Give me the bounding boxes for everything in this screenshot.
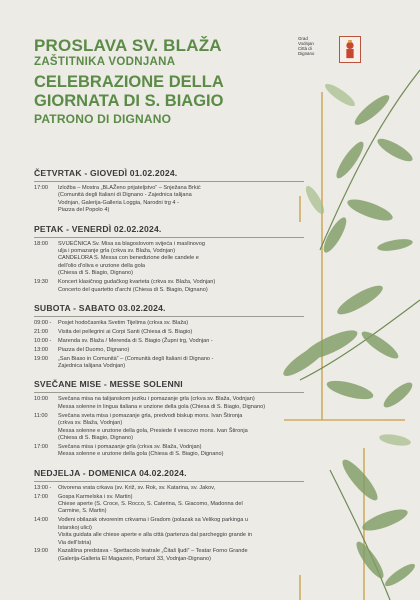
event-row [34, 444, 304, 459]
event-row [34, 347, 304, 354]
subtitle-croatian: ZAŠTITNIKA VODNJANA [34, 56, 176, 68]
event-row [34, 396, 304, 411]
event-row [34, 185, 304, 215]
event-line: Concerto del quartetto d'archi (Chiesa di S. Biagio, Dignano) [58, 286, 208, 293]
subtitle-italian: PATRONO DI DIGNANO [34, 112, 172, 126]
event-description [58, 485, 304, 492]
event-line: dell'olio d'oliva e unzione della gola [58, 262, 146, 269]
divider [34, 181, 304, 182]
event-line: Vođeni obilazak otvorenim crkvama i Gradom (polazak sa Velikog parkinga u [58, 517, 248, 524]
event-description [58, 396, 304, 411]
event-description [58, 347, 304, 354]
event-line: CANDELORA S. Messa con benedizione delle candele e [58, 255, 199, 262]
event-row [34, 413, 304, 443]
event-time: 10:00 [34, 396, 48, 403]
event-line: (Comunità degli Italiani di Dignano - Zajednica talijana [58, 192, 192, 199]
event-line: SVIJEĆNICA Sv. Misa sa blagoslovom svijeća i maslinovog [58, 240, 205, 247]
event-description [58, 185, 304, 215]
coat-of-arms-icon [339, 36, 361, 63]
event-line: Izložba – Mostra „BLAŽeno prijateljstvo“ – Snježana Brkić [58, 185, 201, 191]
event-description [58, 356, 304, 371]
event-line: Piazza del Popolo 4) [58, 207, 110, 214]
event-time: 17:00 [34, 185, 48, 191]
poster-header [34, 36, 304, 127]
day-section [34, 303, 304, 370]
event-line: (Chiesa di S. Biagio, Dignano) [58, 270, 133, 277]
event-description [58, 279, 304, 294]
event-description [58, 444, 304, 459]
event-time: 17:00 [34, 443, 48, 450]
event-time: 21:00 [34, 328, 48, 335]
event-line: Istarskoj ulici) [58, 524, 92, 531]
event-time: 19:00 [34, 548, 48, 555]
event-line: Koncert klasičnog gudačkog kvarteta (crkva sv. Blaža, Vodnjan) [58, 279, 216, 286]
event-line: Vodnjan, Galerija-Galleria Loggia, Narodni trg 4 - [58, 199, 179, 206]
event-description [58, 413, 304, 443]
event-time: 17:00 [34, 493, 48, 500]
event-row [34, 356, 304, 371]
event-line: Visita guidata alle chiese aperte e alla città (partenza dal parcheggio grande in [58, 532, 252, 539]
event-description [58, 548, 304, 563]
event-line: Posjet hodočasnika Svetim Tijelima (crkva sv. Blaža) [58, 319, 189, 326]
event-description [58, 329, 304, 336]
event-line: Svečana sveta misa i pomazanje grla, predvodi biskup mons. Ivan Štironja [58, 412, 243, 419]
event-line: Zajednica talijana Vodnjan) [58, 363, 126, 369]
event-line: (Chiesa di S. Biagio, Dignano) [58, 434, 133, 441]
divider [34, 237, 304, 238]
event-line: Carmine, S. Martin) [58, 508, 107, 515]
day-title: ČETVRTAK - GIOVEDÌ 01.02.2024. [34, 168, 178, 178]
day-title: PETAK - VENERDÌ 02.02.2024. [34, 223, 162, 234]
event-time: 13:00 - [34, 484, 52, 491]
event-row [34, 279, 304, 294]
event-description [58, 338, 304, 345]
day-title: SUBOTA - SABATO 03.02.2024. [34, 302, 166, 313]
event-time: 11:00 [34, 412, 48, 419]
event-row [34, 338, 304, 345]
event-time: 14:00 [34, 517, 48, 524]
event-line: Via dell'Istria) [58, 539, 92, 546]
event-description [58, 241, 304, 278]
title-italian-line-2: GIORNATA DI S. BIAGIO [34, 92, 224, 110]
event-line: ulja i pomazanje grla (crkva sv. Blaža, Vodnjan) [58, 248, 176, 255]
event-row [34, 241, 304, 278]
town-logo [298, 36, 368, 66]
divider [34, 481, 304, 482]
event-line: Svečana misa i pomazanje grla (crkva sv. Blaža, Vodnjan) [58, 443, 202, 450]
logo-text: Grad Vodnjan Città di Dignano [298, 36, 315, 56]
event-time: 09:00 - [34, 319, 52, 326]
event-line: Marenda sv. Blaža / Merenda di S. Biagio (Župni trg, Vodnjan - [58, 337, 213, 344]
event-line: Otvorena vrata crkava (sv. Križ, sv. Rok, sv. Katarina, sv. Jakov, [58, 484, 216, 491]
day-section [34, 468, 304, 564]
title-italian-line-1: CELEBRAZIONE DELLA [34, 73, 224, 91]
event-description [58, 320, 304, 327]
day-section [34, 379, 304, 458]
event-time: 13:00 [34, 346, 48, 353]
event-row [34, 548, 304, 563]
day-title: NEDJELJA - DOMENICA 04.02.2024. [34, 467, 187, 478]
event-row [34, 485, 304, 492]
divider [34, 316, 304, 317]
event-description [58, 494, 304, 516]
event-line: „San Biaso in Comunità“ – (Comunità degli Italiani di Dignano - [58, 355, 214, 362]
event-line: (crkva sv. Blaža, Vodnjan) [58, 420, 123, 427]
event-line: Visita dei pellegrini ai Corpi Santi (Chiesa di S. Biagio) [58, 328, 193, 335]
day-section [34, 168, 304, 215]
event-line: Messa solenne e unzione della gola, Presiede il vescovo mons. Ivan Štironja [58, 427, 248, 434]
event-row [34, 320, 304, 327]
event-line: Svečana misa na talijanskom jeziku i pomazanje grla (crkva sv. Blaža, Vodnjan) [58, 396, 255, 403]
divider [34, 392, 304, 393]
day-title: SVEČANE MISE - MESSE SOLENNI [34, 379, 183, 390]
day-section [34, 224, 304, 294]
event-line: (Galerija-Galleria El Magazein, Portarol 33, Vodnjan-Dignano) [58, 555, 211, 562]
event-row [34, 517, 304, 547]
event-time: 19:00 [34, 355, 48, 362]
event-line: Kazališna predstava - Spettacolo teatrale „Čitaš ljudi“ – Teatar Forno Grande [58, 548, 248, 555]
event-row [34, 329, 304, 336]
event-line: Messa solenne in lingua italiana e unzione della gola (Chiesa di S. Biagio, Dignano) [58, 403, 266, 410]
event-line: Chiese aperte (S. Croce, S. Rocco, S. Caterina, S. Giacomo, Madonna del [58, 500, 243, 507]
title-croatian: PROSLAVA SV. BLAŽA [34, 36, 222, 55]
event-time: 19:30 [34, 279, 48, 286]
program-schedule [34, 168, 304, 572]
event-description [58, 517, 304, 547]
event-time: 10:00 - [34, 337, 52, 344]
event-time: 18:00 [34, 240, 48, 247]
event-row [34, 494, 304, 516]
event-line: Gospa Karmelska i sv. Martin) [58, 493, 133, 500]
event-line: Messa solenne e unzione della gola (Chiesa di S. Biagio, Dignano) [58, 451, 224, 458]
event-line: Piazza del Duomo, Dignano) [58, 346, 130, 353]
